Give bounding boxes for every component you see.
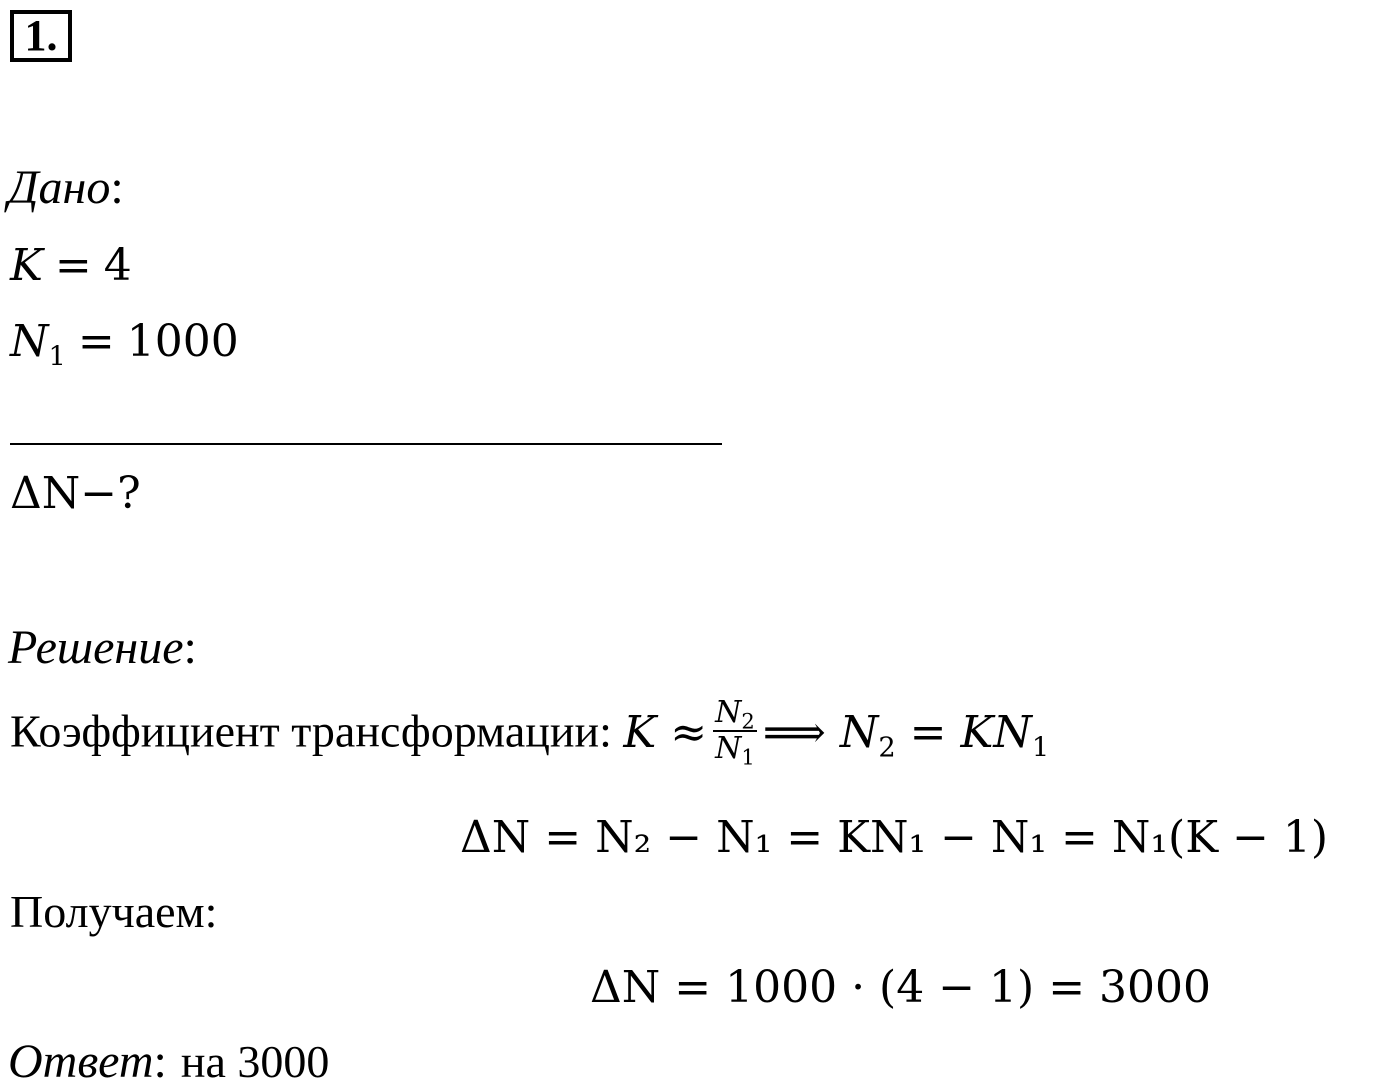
answer-heading: Ответ: xyxy=(8,1035,167,1088)
problem-number: 1. xyxy=(10,10,72,62)
transform-label: Коэффициент трансформации: xyxy=(10,705,624,757)
solution-heading: Решение: xyxy=(8,621,197,674)
given-divider xyxy=(10,443,722,445)
transform-formula: K ≈ $\frac{N_2}{N_1}$ ⟹ $N_2 = KN_1$ xyxy=(623,695,1050,770)
answer-line xyxy=(8,1034,329,1090)
answer-value: на 3000 xyxy=(180,1036,330,1087)
find-delta-n: ΔN−? xyxy=(10,468,141,519)
given-n1: $N_1 = 1000$ xyxy=(10,316,239,373)
given-heading: Дано: xyxy=(8,161,124,214)
ratio-fraction: $\frac{N_2}{N_1}$ xyxy=(715,695,755,770)
result-line: ΔN = 1000 · (4 − 1) = 3000 xyxy=(590,962,1212,1013)
receive-label: Получаем: xyxy=(10,886,218,937)
given-k: K = 4 xyxy=(10,240,132,291)
transform-ratio-line xyxy=(10,695,1050,770)
derivation-line: ΔN = N₂ − N₁ = KN₁ − N₁ = N₁(K − 1) xyxy=(460,812,1329,863)
